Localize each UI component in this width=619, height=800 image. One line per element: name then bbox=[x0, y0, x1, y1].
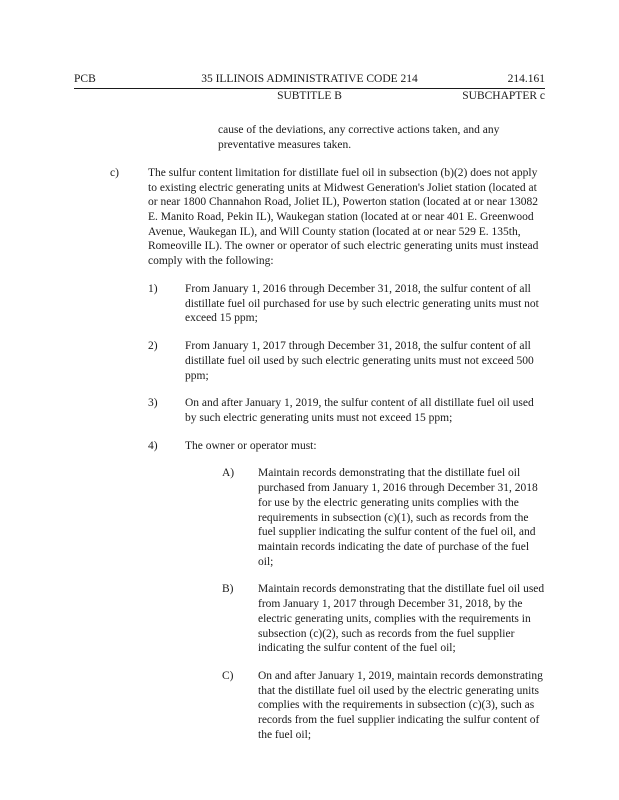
list-item-4-label: 4) bbox=[148, 439, 158, 452]
header-subtitle: SUBTITLE B bbox=[277, 89, 342, 102]
list-item-2-label: 2) bbox=[148, 340, 158, 353]
header-left: PCB bbox=[74, 73, 96, 85]
sublist-item-C-label: C) bbox=[222, 670, 234, 682]
continuation-paragraph: cause of the deviations, any corrective actions taken, and any preventative measures taken. bbox=[218, 124, 500, 152]
header-title: 35 ILLINOIS ADMINISTRATIVE CODE 214 bbox=[201, 73, 418, 85]
document-body bbox=[74, 123, 545, 742]
sublist-item-B-label: B) bbox=[222, 583, 234, 596]
list-item-3-label: 3) bbox=[148, 397, 158, 410]
subsection-c-text: The sulfur content limitation for distillate fuel oil in subsection (b)(2) does not apply to existing electric generating units at Midwest Generation's Joliet station (located at or near 1800 Channahon Road, Joliet IL), Powerton station (located at or near 13082 E. Manito Road, Pekin IL), Waukegan station (located at or near 401 E. Greenwood Avenue, Waukegan IL), and Will County station (located at or near 529 E. 135th, Romeoville IL). The owner or operator of such electric generating units must instead comply with the following: bbox=[148, 166, 539, 268]
sublist-item-B bbox=[222, 582, 545, 656]
header-subchapter: SUBCHAPTER c bbox=[462, 89, 545, 102]
list-item-1-text: From January 1, 2016 through December 31, 2018, the sulfur content of all distillate fuel oil purchased for use by such electric generating units must not exceed 15 ppm; bbox=[185, 282, 539, 325]
subsection-c-label: c) bbox=[110, 166, 119, 179]
header-section-number: 214.161 bbox=[507, 73, 545, 85]
sublist-item-B-text: Maintain records demonstrating that the distillate fuel oil used from January 1, 2017 through December 31, 2018, by the electric generating units, complies with the requirements in subsection (c)(2), such as records from the fuel supplier indicating the sulfur content of the fuel oil; bbox=[258, 583, 545, 655]
sublist-item-C-text: On and after January 1, 2019, maintain records demonstrating that the distillate fuel oil used by the electric generating units complies with the requirements in subsection (c)(3), such as records from the fuel supplier indicating the sulfur content of the fuel oil; bbox=[258, 670, 543, 741]
sublist-item-A-text: Maintain records demonstrating that the distillate fuel oil purchased from January 1, 2016 through December 31, 2018 for use by the electric generating units complies with the requirements in subsection (c)(1), such as records from the fuel supplier indicating the sulfur content of the fuel oil, and maintain records indicating the date of purchase of the fuel oil; bbox=[258, 467, 538, 568]
sublist-item-A-label: A) bbox=[222, 467, 235, 480]
sublist-item-C bbox=[222, 669, 545, 743]
page-header-line1 bbox=[74, 72, 545, 89]
list-item-2-text: From January 1, 2017 through December 31, 2018, the sulfur content of all distillate fuel oil used by such electric generating units must not exceed 500 ppm; bbox=[185, 340, 534, 382]
list-item-3 bbox=[148, 396, 545, 425]
list-item-3-text: On and after January 1, 2019, the sulfur content of all distillate fuel oil used by such electric generating units must not exceed 15 ppm; bbox=[185, 397, 534, 424]
list-item-1 bbox=[148, 282, 545, 326]
page-header-line2 bbox=[74, 89, 545, 104]
sublist-item-A bbox=[222, 466, 545, 569]
list-item-2 bbox=[148, 339, 545, 383]
list-item-4 bbox=[148, 439, 545, 454]
list-item-4-text: The owner or operator must: bbox=[185, 439, 317, 452]
subsection-c bbox=[110, 166, 545, 269]
list-item-1-label: 1) bbox=[148, 282, 158, 295]
